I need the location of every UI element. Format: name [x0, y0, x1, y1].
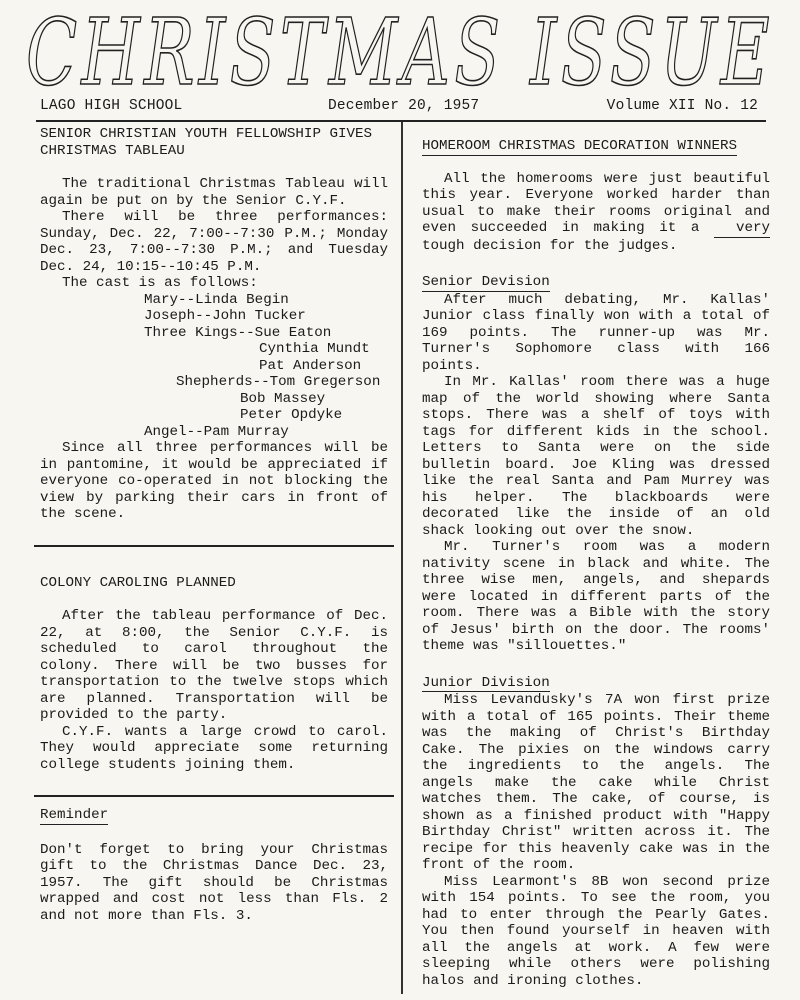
- senior-paragraph-2: In Mr. Kallas' room there was a huge map of the world showing where Santa stops. There was a shelf of toys with tags for different kids in the school. Letters to Santa were on the side bulletin board. Joe Kling was dressed like the real Santa and Pam Murrey was his helper. The blackboards were decorated like the inside of an old shack looking out over the snow.: [422, 374, 770, 539]
- tableau-paragraph-2: There will be three performances: Sunday, Dec. 22, 7:00--7:30 P.M.; Monday Dec. 23, 7:00--7:30 P.M.; and Tuesday Dec. 24, 10:15--10:45 P.M.: [40, 209, 388, 275]
- cast-intro: The cast is as follows:: [62, 275, 258, 291]
- homeroom-headline: HOMEROOM CHRISTMAS DECORATION WINNERS: [422, 138, 738, 154]
- junior-division-headline: Junior Division: [422, 674, 550, 691]
- reminder-headline: Reminder: [40, 807, 109, 823]
- cast-item: Cynthia Mundt: [259, 341, 370, 357]
- cast-item: Mary--Linda Begin: [144, 291, 289, 308]
- cast-item: Peter Opdyke: [240, 407, 343, 423]
- tableau-paragraph-3: Since all three performances will be in pantomine, it would be appreciated if everyone co-operated in not blocking the view by parking their cars in front of the scene.: [40, 440, 388, 522]
- cast-item: Joseph--John Tucker: [144, 308, 306, 324]
- cast-list: [40, 292, 388, 441]
- school-name: LAGO HIGH SCHOOL: [40, 98, 183, 114]
- senior-division-headline: Senior Devision: [422, 274, 550, 290]
- caroling-article: [40, 575, 388, 774]
- junior-paragraph-1: Miss Levandusky's 7A won first prize with a total of 165 points. Their theme was the making of Christ's Birthday Cake. The pixies on the windows carry the ingredients to the angels. The angels make the cake while Christ watches them. The cake, of course, is shown as a finished product with "Happy Birthday Christ" written across it. The recipe for this heavenly cake was in the front of the room.: [422, 692, 770, 873]
- tableau-paragraph-1: The traditional Christmas Tableau will again be put on by the Senior C.Y.F.: [40, 176, 388, 209]
- tableau-article: [40, 126, 388, 523]
- masthead-lettering: [20, 2, 780, 97]
- masthead-outline-text: CHRISTMAS ISSUE: [26, 2, 774, 97]
- issue-date: December 20, 1957: [328, 98, 480, 114]
- cast-item: Shepherds--Tom Gregerson: [176, 374, 381, 390]
- column-divider: [401, 122, 403, 994]
- tableau-headline-line1: SENIOR CHRISTIAN YOUTH FELLOWSHIP GIVES: [40, 126, 373, 142]
- right-column: [422, 126, 770, 989]
- cast-item: Bob Massey: [240, 390, 326, 407]
- homeroom-intro: All the homerooms were just beautiful this year. Everyone worked harder than usual to make their rooms original and even succeeded in making it a very tough decision for the judges.: [422, 170, 770, 254]
- caroling-headline: COLONY CAROLING PLANNED: [40, 574, 236, 591]
- reminder-paragraph: Don't forget to bring your Christmas gift to the Christmas Dance Dec. 23, 1957. The gift should be Christmas wrapped and cost not less than Fls. 2 and not more than Fls. 3.: [40, 841, 388, 924]
- junior-paragraph-2: Miss Learmont's 8B won second prize with 154 points. To see the room, you had to enter through the Pearly Gates. You then found yourself in heaven with all the angels at work. A few were sleeping while others were polishing halos and ironing clothes.: [422, 873, 770, 989]
- cast-item: Pat Anderson: [259, 357, 362, 374]
- cast-item: Angel--Pam Murray: [144, 423, 289, 440]
- emphasis-very: very: [714, 220, 770, 238]
- volume-number: Volume XII No. 12: [606, 98, 758, 114]
- caroling-paragraph-1: After the tableau performance of Dec. 22, at 8:00, the Senior C.Y.F. is scheduled to carol throughout the colony. There will be two busses for transportation to the twelve stops which are planned. Transportation will be provided to the party.: [40, 608, 388, 723]
- reminder-article: [40, 807, 388, 924]
- tableau-headline: [40, 126, 388, 159]
- senior-paragraph-1: After much debating, Mr. Kallas' Junior class finally won with a total of 169 points. The runner-up was Mr. Turner's Sophomore class with 166 points.: [422, 291, 770, 374]
- issue-info-bar: [36, 98, 766, 120]
- left-column: [40, 126, 388, 924]
- masthead: [20, 2, 780, 97]
- tableau-headline-line2: CHRISTMAS TABLEAU: [40, 142, 185, 159]
- cast-item: Three Kings--Sue Eaton: [144, 324, 332, 341]
- senior-paragraph-3: Mr. Turner's room was a modern nativity scene in black and white. The three wise men, angels, and shepards were located in different parts of the room. There was a Bible with the story of Jesus' birth on the door. The rooms' theme was "sillouettes.": [422, 539, 770, 654]
- caroling-paragraph-2: C.Y.F. wants a large crowd to carol. They would appreciate some returning college students joining them.: [40, 723, 388, 773]
